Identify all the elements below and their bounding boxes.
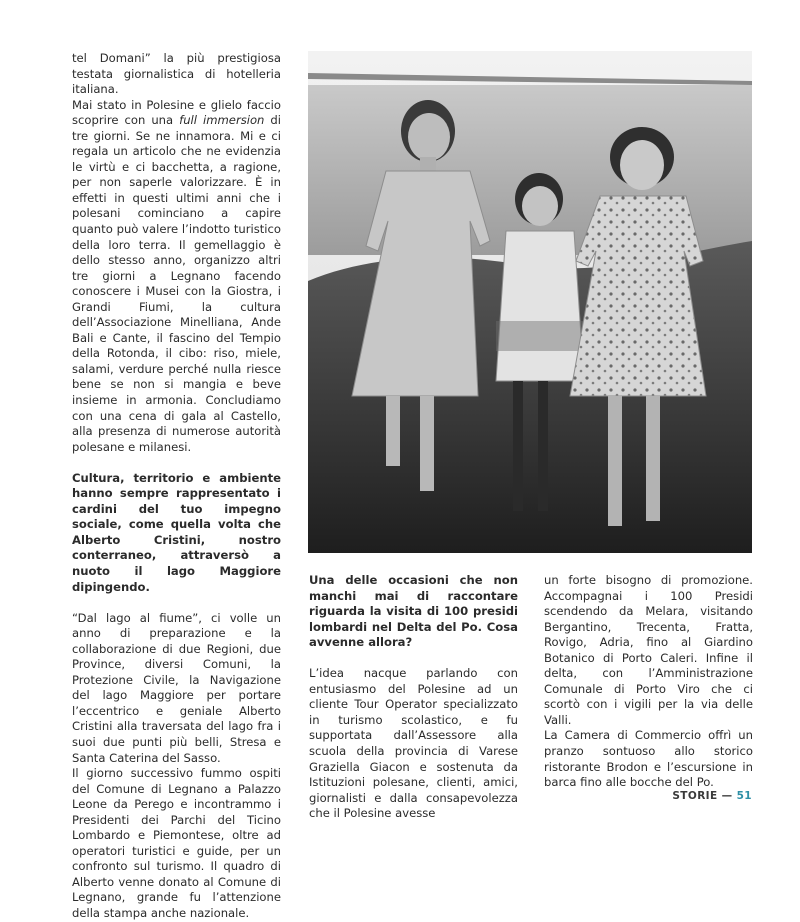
paragraph: L’idea nacque parlando con entusiasmo del Polesine ad un cliente Tour Operator specializzato in turismo scolastico, e fu supportata dall’Assessore alla scuola della provincia di Varese Graziella Giacon e sostenuta da Istituzioni polesane, clienti, amici, giornalisti e dalla consapevolezza che il Polesine avesse: [309, 666, 518, 821]
interview-question: Cultura, territorio e ambiente hanno sempre rappresentato i cardini del tuo impegno sociale, come quella volta che Alberto Cristini, nostro conterraneo, attraversò a nuoto il lago Maggiore dipingendo.: [72, 470, 281, 594]
text-column-3: [544, 573, 753, 791]
section-label: STORIE —: [672, 790, 733, 802]
emphasis: full immersion: [179, 113, 265, 128]
page-number: 51: [736, 790, 752, 802]
paragraph: un forte bisogno di promozione. Accompagnai i 100 Presidi scendendo da Melara, visitando Bergantino, Trecenta, Fratta, Rovigo, Adria, fino al Giardino Botanico di Porto Caleri. Infine il delta, con l’Amministrazione Comunale di Porto Viro che ci scortò con i vigili per la via delle Valli.: [544, 573, 753, 727]
vintage-photo-three-girls: [308, 51, 752, 553]
paragraph: “Dal lago al fiume”, ci volle un anno di preparazione e la collaborazione di due Regioni, due Province, diversi Comuni, la Protezione Civile, la Navigazione del lago Maggiore per portare l’eccentrico e geniale Alberto Cristini alla traversata del lago fra i suoi due punti più belli, Stresa e Santa Caterina del Sasso.: [72, 610, 281, 765]
text-column-1: [72, 51, 281, 922]
paragraph: La Camera di Commercio offrì un pranzo sontuoso allo storico ristorante Brodon e l’escursione in barca fino alle bocche del Po.: [544, 728, 753, 790]
paragraph: Il giorno successivo fummo ospiti del Comune di Legnano a Palazzo Leone da Perego e incontrammo i Presidenti dei Parchi del Ticino Lombardo e Piemontese, oltre ad operatori turistici e guide, per un confronto sul turismo. Il quadro di Alberto venne donato al Comune di Legnano, grande fu l’attenzione della stampa anche nazionale.: [72, 766, 281, 920]
paragraph: tel Domani” la più prestigiosa testata giornalistica di hotelleria italiana.: [72, 51, 281, 97]
page-footer: [672, 790, 752, 802]
text-column-2: [309, 573, 518, 822]
interview-question: Una delle occasioni che non manchi mai di raccontare riguarda la visita di 100 presidi lombardi nel Delta del Po. Cosa avvenne allora?: [309, 573, 518, 650]
paragraph: Mai stato in Polesine e glielo faccio scoprire con una full immersion di tre giorni. Se ne innamora. Mi e ci regala un articolo che ne evidenzia le virtù e ci bacchetta, a ragione, per non saperle valorizzare. È in effetti in questi ultimi anni che i polesani cominciano a capire quanto può valere l’indotto turistico della loro terra. Il gemellaggio è dello stesso anno, organizzo altri tre giorni a Legnano facendo conoscere i Musei con la Giostra, i Grandi Fiumi, la cultura dell’Associazione Minelliana, Ande Bali e Cante, il fascino del Tempio della Rotonda, il cibo: riso, miele, salami, verdure perché nulla riesce bene se non si mangia e beve insieme in armonia. Concludiamo con una cena di gala al Castello, alla presenza di numerose autorità polesane e milanesi.: [72, 97, 282, 454]
